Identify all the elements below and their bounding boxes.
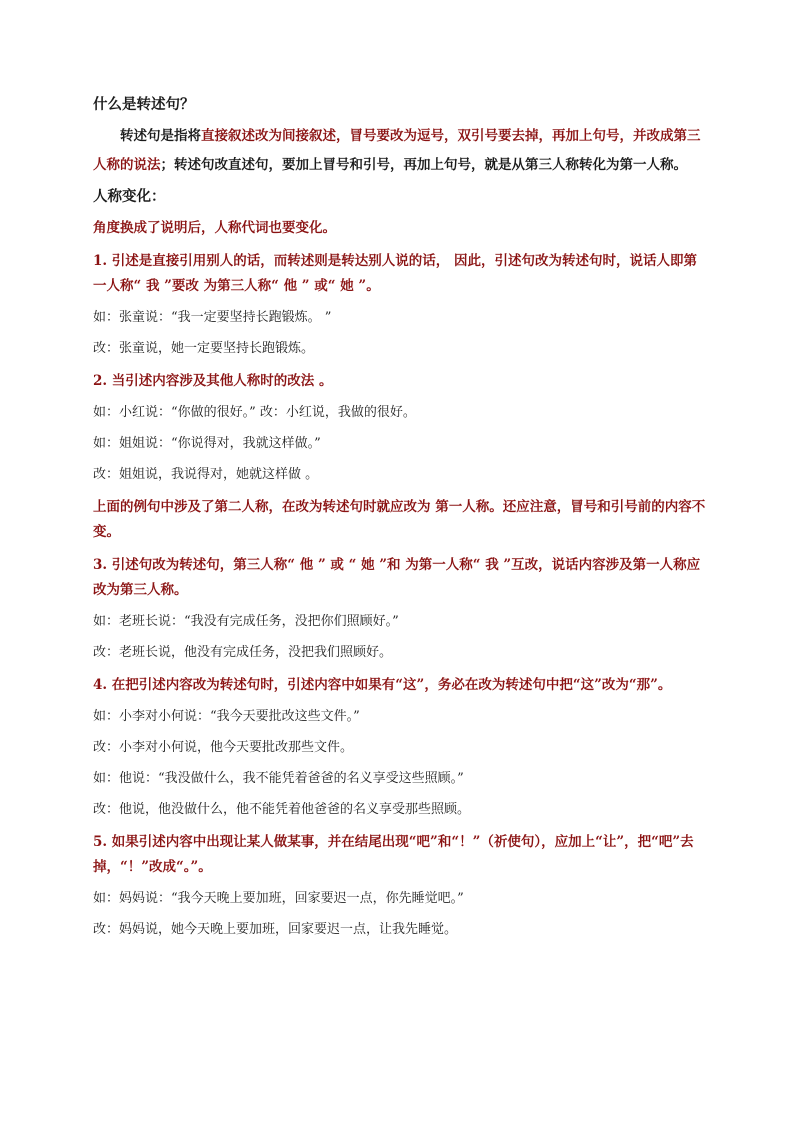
rule-3: 3. 引述句改为转述句，第三人称“ 他 ” 或 “ 她 ”和 为第一人称“ 我 ”互改，说话内容涉及第一人称应改为第三人称。 [93, 557, 701, 598]
example-5a: 如：妈妈说：“我今天晚上要加班，回家要迟一点，你先睡觉吧。” [93, 891, 464, 906]
example-4c: 如：他说：“我没做什么，我不能凭着爸爸的名义享受这些照顾。” [93, 771, 464, 786]
intro-paragraph [93, 122, 707, 180]
rule-5: 5. 如果引述内容中出现让某人做某事，并在结尾出现“吧”和“！”（祈使句），应加上“让”，把“吧”去掉，“！”改成“。”。 [93, 834, 694, 875]
intro-part1: 转述句是指将 [120, 128, 201, 144]
sub-intro: 角度换成了说明后，人称代词也要变化。 [93, 220, 336, 236]
example-2c: 改：姐姐说，我说得对，她就这样做 。 [93, 467, 319, 482]
document-content [93, 94, 707, 950]
example-4a: 如：小李对小何说：“我今天要批改这些文件。” [93, 709, 360, 724]
example-2a: 如：小红说：“你做的很好。” 改：小红说，我做的很好。 [93, 405, 416, 420]
example-2b: 如：姐姐说：“你说得对，我就这样做。” [93, 436, 321, 451]
example-5b: 改：妈妈说，她今天晚上要加班，回家要迟一点，让我先睡觉。 [93, 922, 458, 937]
section-heading: 人称变化： [93, 188, 166, 205]
example-3a: 如：老班长说：“我没有完成任务，没把你们照顾好。” [93, 614, 399, 629]
example-4d: 改：他说，他没做什么，他不能凭着他爸爸的名义享受那些照顾。 [93, 802, 471, 817]
rule-2: 2. 当引述内容涉及其他人称时的改法 。 [93, 373, 333, 389]
example-1b: 改：张童说，她一定要坚持长跑锻炼。 [93, 341, 315, 356]
example-3b: 改：老班长说，他没有完成任务，没把我们照顾好。 [93, 645, 393, 660]
example-1a: 如：张童说：“我一定要坚持长跑锻炼。 ” [93, 310, 332, 325]
rule-4: 4. 在把引述内容改为转述句时，引述内容中如果有“这”，务必在改为转述句中把“这”改为“那”。 [93, 677, 672, 693]
rule-1: 1. 引述是直接引用别人的话，而转述则是转达别人说的话， 因此，引述句改为转述句时，说话人即第一人称“ 我 ”要改 为第三人称“ 他 ” 或“ 她 ”。 [93, 253, 697, 294]
intro-part3: ；转述句改直述句，要加上冒号和引号，再加上句号，就是从第三人称转化为第一人称。 [160, 157, 687, 173]
page-title: 什么是转述句？ [93, 96, 195, 113]
note-2: 上面的例句中涉及了第二人称，在改为转述句时就应改为 第一人称。还应注意，冒号和引号前的内容不变。 [93, 499, 706, 540]
intro-part2: 直接叙述改为间接叙述，冒号要改为逗号，双引号要去掉，再加上句号，并改成第三人称的说法 [93, 128, 701, 173]
example-4b: 改：小李对小何说，他今天要批改那些文件。 [93, 740, 354, 755]
